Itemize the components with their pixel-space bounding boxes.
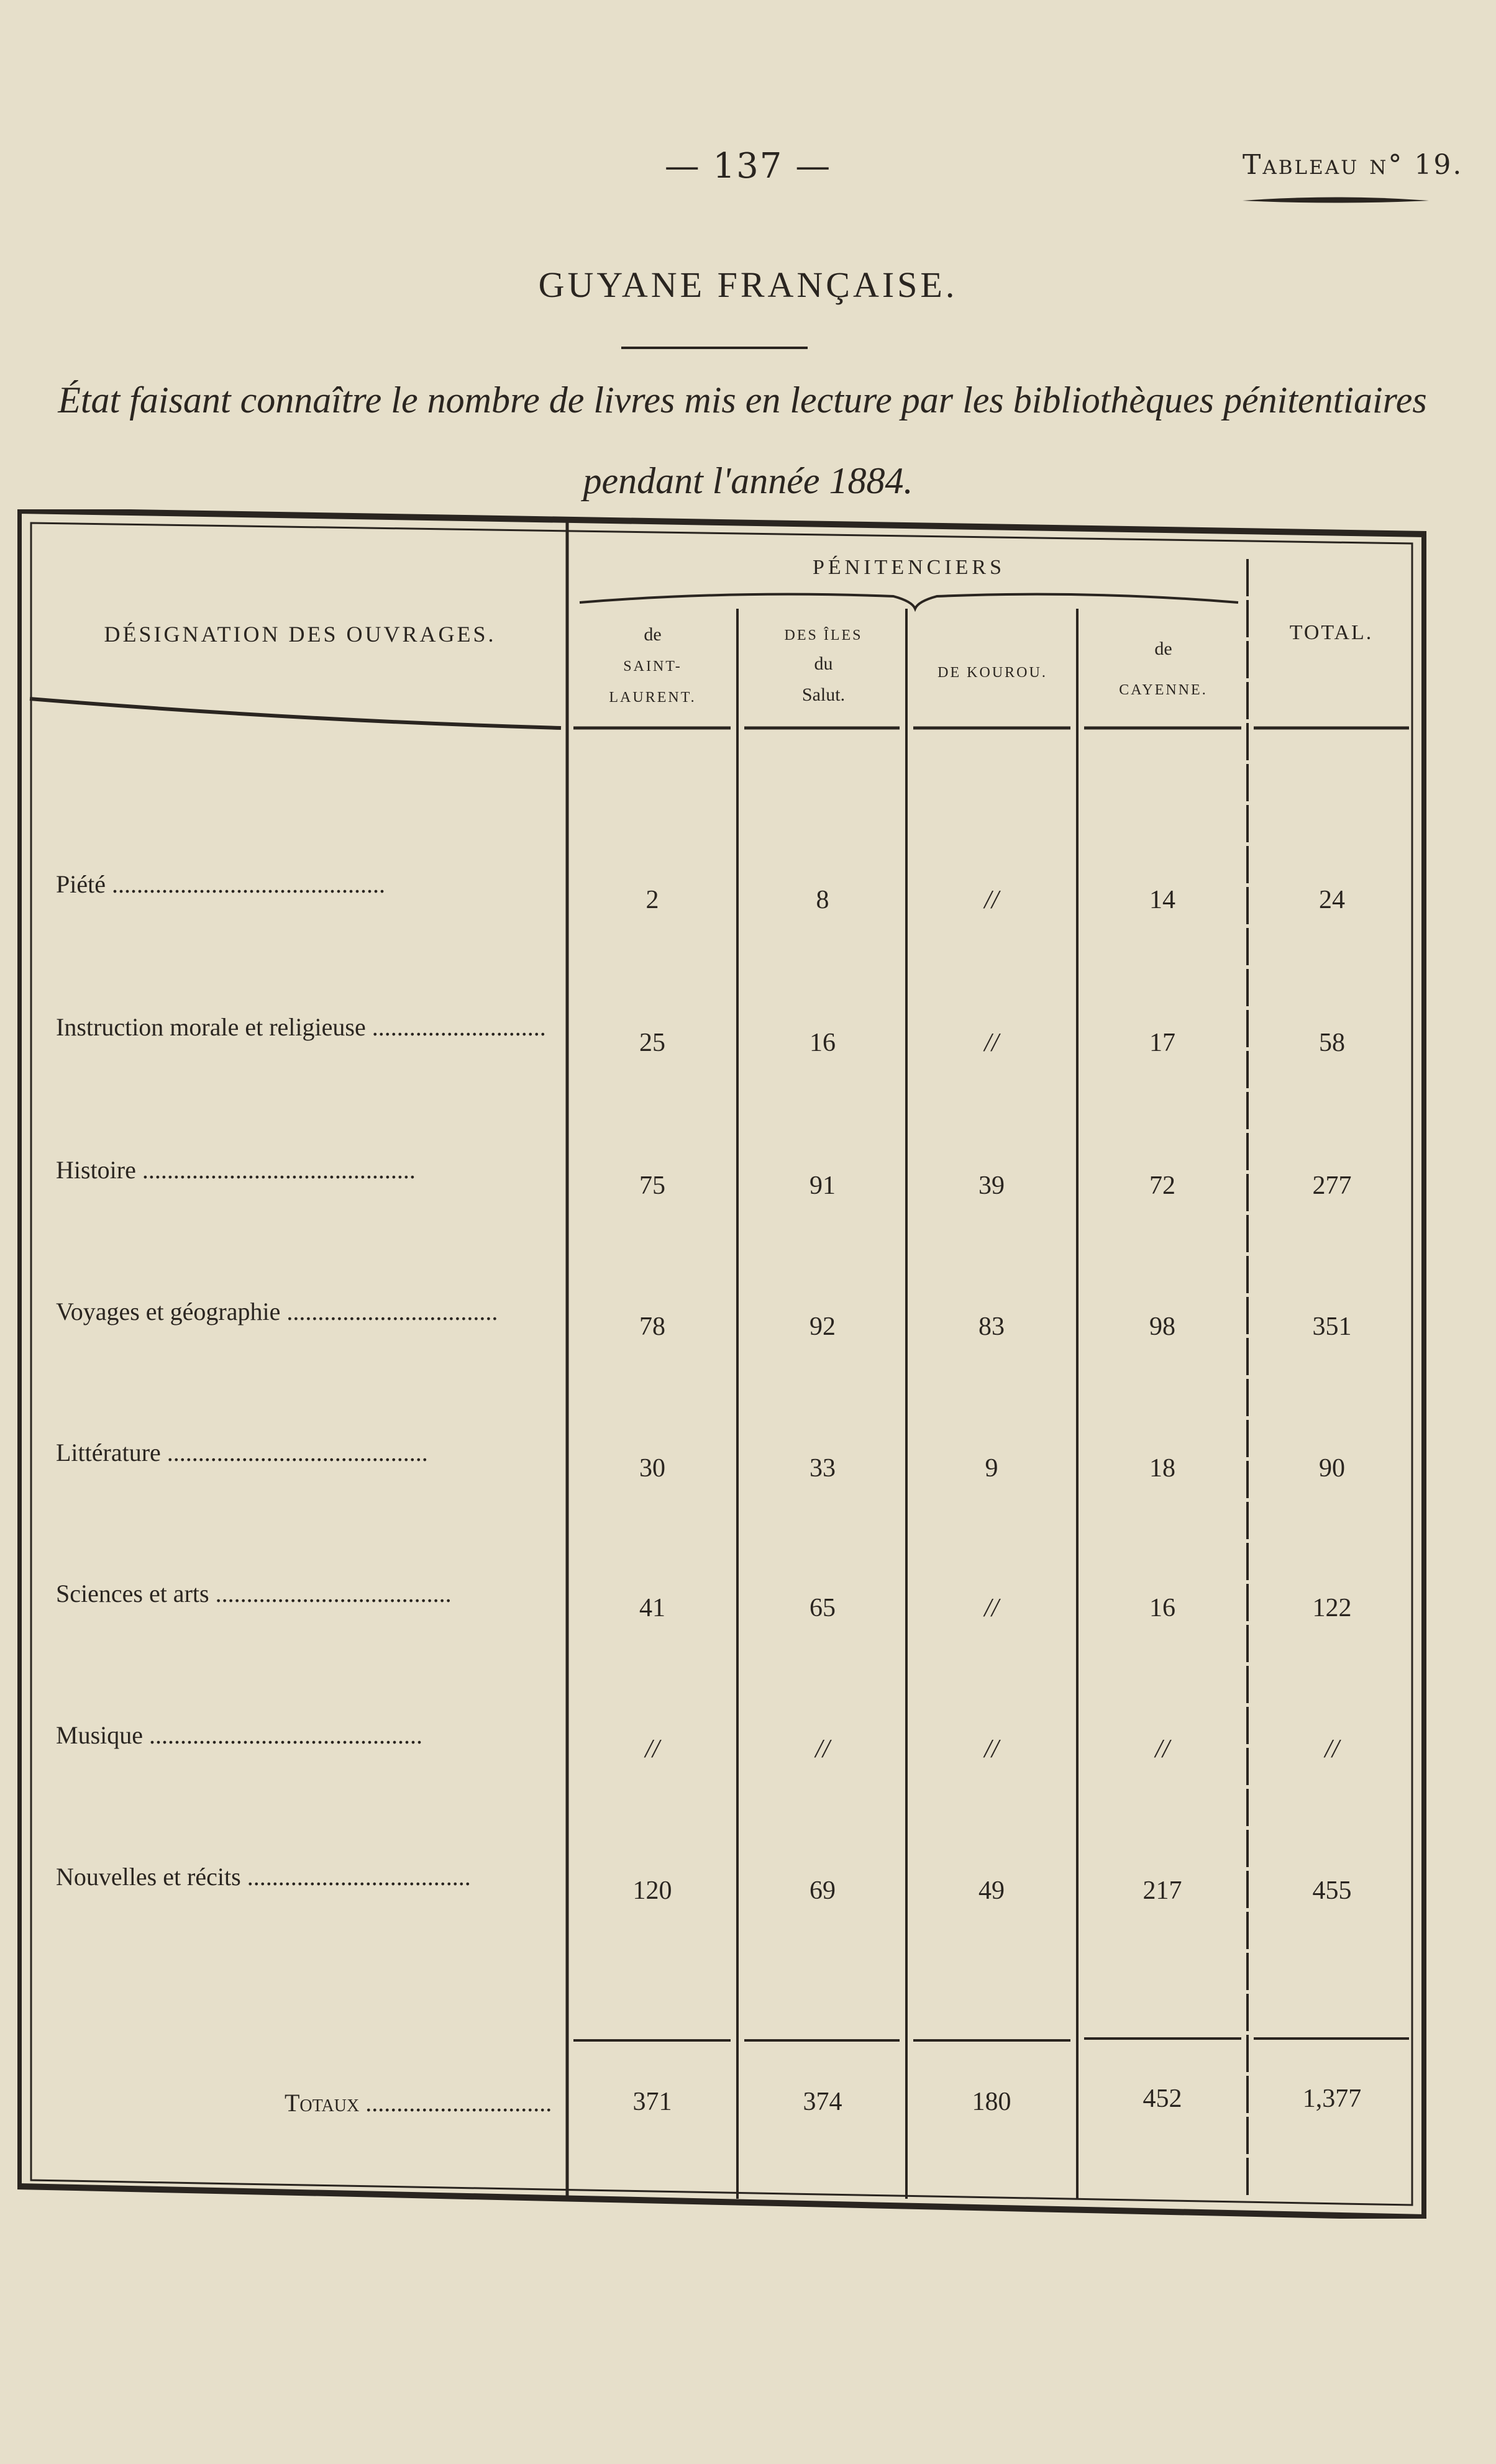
cell-saint-laurent: 75 [639, 1171, 665, 1200]
cell-total: 351 [1312, 1312, 1352, 1341]
cell-cayenne: 217 [1143, 1876, 1182, 1905]
cell-kourou: 39 [978, 1171, 1005, 1200]
cell-total: 90 [1319, 1454, 1345, 1483]
cell-iles-salut: 33 [810, 1454, 836, 1483]
cell-total: 277 [1312, 1171, 1352, 1200]
page-number: — 137 — [664, 146, 832, 186]
group-header-penitenciers: PÉNITENCIERS [813, 556, 1005, 579]
cell-iles-salut: 8 [816, 886, 829, 914]
totals-label: Totaux .............................. [285, 2089, 552, 2117]
cell-saint-laurent: 120 [632, 1876, 672, 1905]
cell-total: 122 [1312, 1594, 1352, 1622]
col-kourou-main: DE KOUROU. [937, 665, 1047, 681]
subtitle-line-1: État faisant connaître le nombre de livres mis en lecture par les bibliothèques pénitentiaires [58, 380, 1427, 421]
cell-cayenne: 72 [1149, 1171, 1175, 1200]
main-title: GUYANE FRANÇAISE. [538, 265, 958, 305]
designation-header: DÉSIGNATION DES OUVRAGES. [104, 622, 496, 647]
cell-cayenne: 16 [1149, 1594, 1175, 1622]
cell-iles-salut: 69 [810, 1876, 836, 1905]
col-cayenne-main: de [1154, 639, 1172, 659]
cell-kourou: // [984, 1594, 999, 1622]
cell-cayenne: 14 [1149, 886, 1175, 914]
total-saint-laurent: 371 [632, 2088, 672, 2116]
cell-iles-salut: 16 [810, 1029, 836, 1057]
row-label: Histoire ............................................ [56, 1156, 416, 1184]
row-label: Voyages et géographie .................................. [56, 1298, 498, 1325]
row-label: Littérature .......................................... [56, 1439, 428, 1466]
cell-kourou: // [984, 1029, 999, 1057]
cell-saint-laurent: 78 [639, 1312, 665, 1341]
total-kourou: 180 [972, 2088, 1011, 2116]
cell-kourou: // [984, 886, 999, 914]
cell-saint-laurent: 25 [639, 1029, 665, 1057]
row-label: Sciences et arts ...................................... [56, 1580, 452, 1607]
col-saint-laurent-main: SAINT- [623, 658, 682, 675]
cell-kourou: 9 [985, 1454, 998, 1483]
cell-iles-salut: 92 [810, 1312, 836, 1341]
row-label: Instruction morale et religieuse ............................ [56, 1013, 546, 1041]
total-header: TOTAL. [1289, 621, 1374, 644]
col-iles-salut-bottom: Salut. [801, 684, 846, 705]
cell-total: 455 [1312, 1876, 1352, 1905]
col-iles-salut-main: du [814, 653, 833, 674]
col-saint-laurent-top: de [644, 624, 662, 645]
cell-iles-salut: 65 [810, 1594, 836, 1622]
cell-total: 24 [1319, 886, 1345, 914]
statistics-table [17, 509, 1426, 2219]
table-rules [17, 509, 1426, 2219]
cell-cayenne: 98 [1149, 1312, 1175, 1341]
cell-kourou: 49 [978, 1876, 1005, 1905]
subtitle-line-2: pendant l'année 1884. [583, 460, 913, 501]
cell-kourou: 83 [978, 1312, 1005, 1341]
total-iles-salut: 374 [803, 2088, 842, 2116]
col-iles-salut-top: DES ÎLES [784, 627, 863, 643]
row-label: Musique ............................................ [56, 1721, 422, 1749]
col-saint-laurent-bottom: LAURENT. [609, 689, 696, 706]
total-cayenne: 452 [1143, 2084, 1182, 2113]
cell-iles-salut: // [815, 1735, 830, 1763]
total-grand: 1,377 [1302, 2084, 1362, 2113]
cell-total: // [1325, 1735, 1339, 1763]
cell-cayenne: // [1155, 1735, 1170, 1763]
cell-saint-laurent: 30 [639, 1454, 665, 1483]
row-label: Nouvelles et récits .................................... [56, 1863, 471, 1891]
tableau-reference: Tableau n° 19. [1243, 149, 1464, 181]
row-label: Piété ............................................ [56, 870, 385, 898]
title-rule [621, 347, 808, 349]
cell-iles-salut: 91 [810, 1171, 836, 1200]
cell-saint-laurent: // [645, 1735, 660, 1763]
cell-saint-laurent: 41 [639, 1594, 665, 1622]
tableau-swash-ornament [1243, 196, 1429, 205]
cell-cayenne: 18 [1149, 1454, 1175, 1483]
cell-kourou: // [984, 1735, 999, 1763]
cell-saint-laurent: 2 [645, 886, 659, 914]
col-cayenne-bottom: CAYENNE. [1119, 682, 1208, 698]
cell-total: 58 [1319, 1029, 1345, 1057]
cell-cayenne: 17 [1149, 1029, 1175, 1057]
